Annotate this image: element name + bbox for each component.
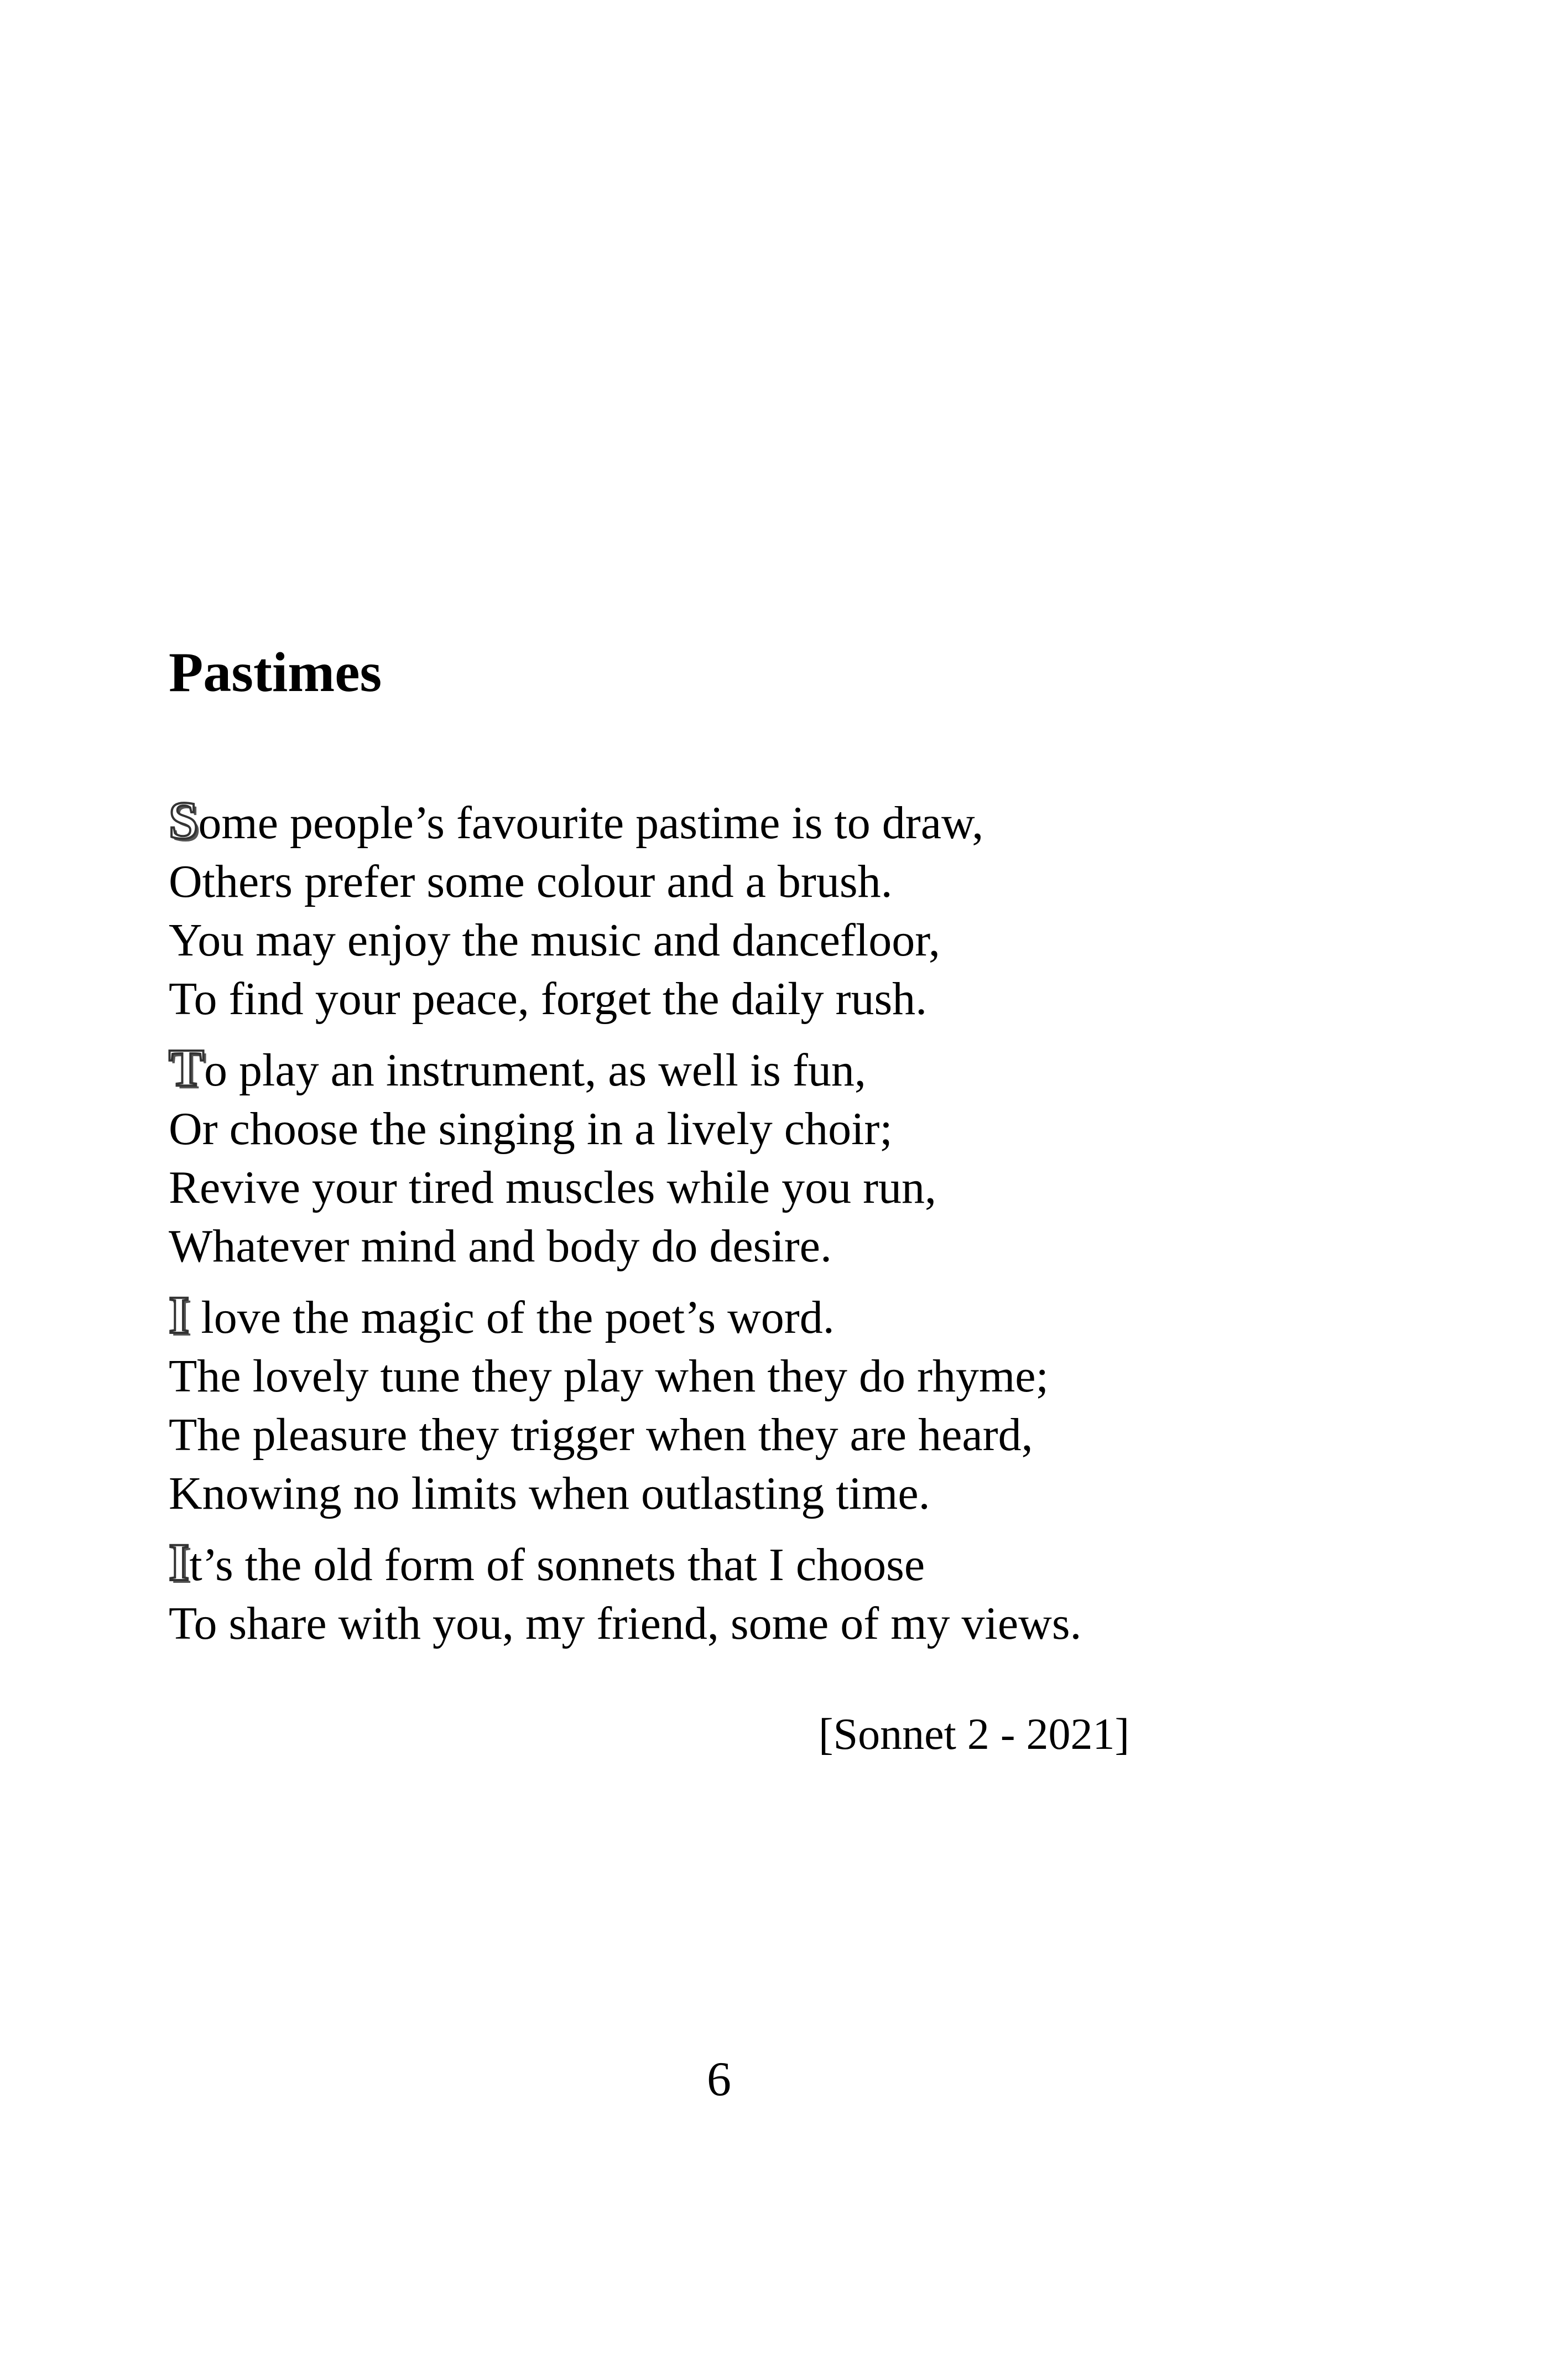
poem-line [169,1286,1441,1347]
poem-line: Revive your tired muscles while you run, [169,1162,937,1213]
decorative-initial: T [169,1038,205,1097]
decorative-initial: I [169,1533,190,1592]
poem-line: The lovely tune they play when they do rhyme; [169,1350,1049,1402]
poem-line: Others prefer some colour and a brush. [169,856,893,907]
stanza-4 [169,1533,1441,1653]
poem-body [169,791,1441,1663]
sonnet-attribution: [Sonnet 2 - 2021] [819,1710,1130,1759]
line-text: love the magic of the poet’s word. [189,1292,835,1343]
poem-line [169,791,1441,853]
decorative-initial: I [169,1285,190,1344]
stanza-2 [169,1038,1441,1276]
line-text: t’s the old form of sonnets that I choose [189,1539,925,1591]
poem-title: Pastimes [169,641,382,704]
page-number: 6 [707,2053,731,2106]
decorative-initial: S [169,791,199,850]
line-text: ome people’s favourite pastime is to draw, [198,797,984,849]
line-text: o play an instrument, as well is fun, [204,1045,866,1096]
poem-line: Whatever mind and body do desire. [169,1220,832,1272]
stanza-1 [169,791,1441,1029]
stanza-3 [169,1286,1441,1523]
poem-line [169,1533,1441,1594]
poem-line [169,1038,1441,1100]
poem-line: Or choose the singing in a lively choir; [169,1103,893,1155]
poem-line: You may enjoy the music and dancefloor, [169,915,940,966]
poem-line: Knowing no limits when outlasting time. [169,1468,930,1519]
poem-line: The pleasure they trigger when they are heard, [169,1409,1033,1461]
poem-line: To share with you, my friend, some of my views. [169,1598,1082,1649]
poem-line: To find your peace, forget the daily rush. [169,973,928,1025]
